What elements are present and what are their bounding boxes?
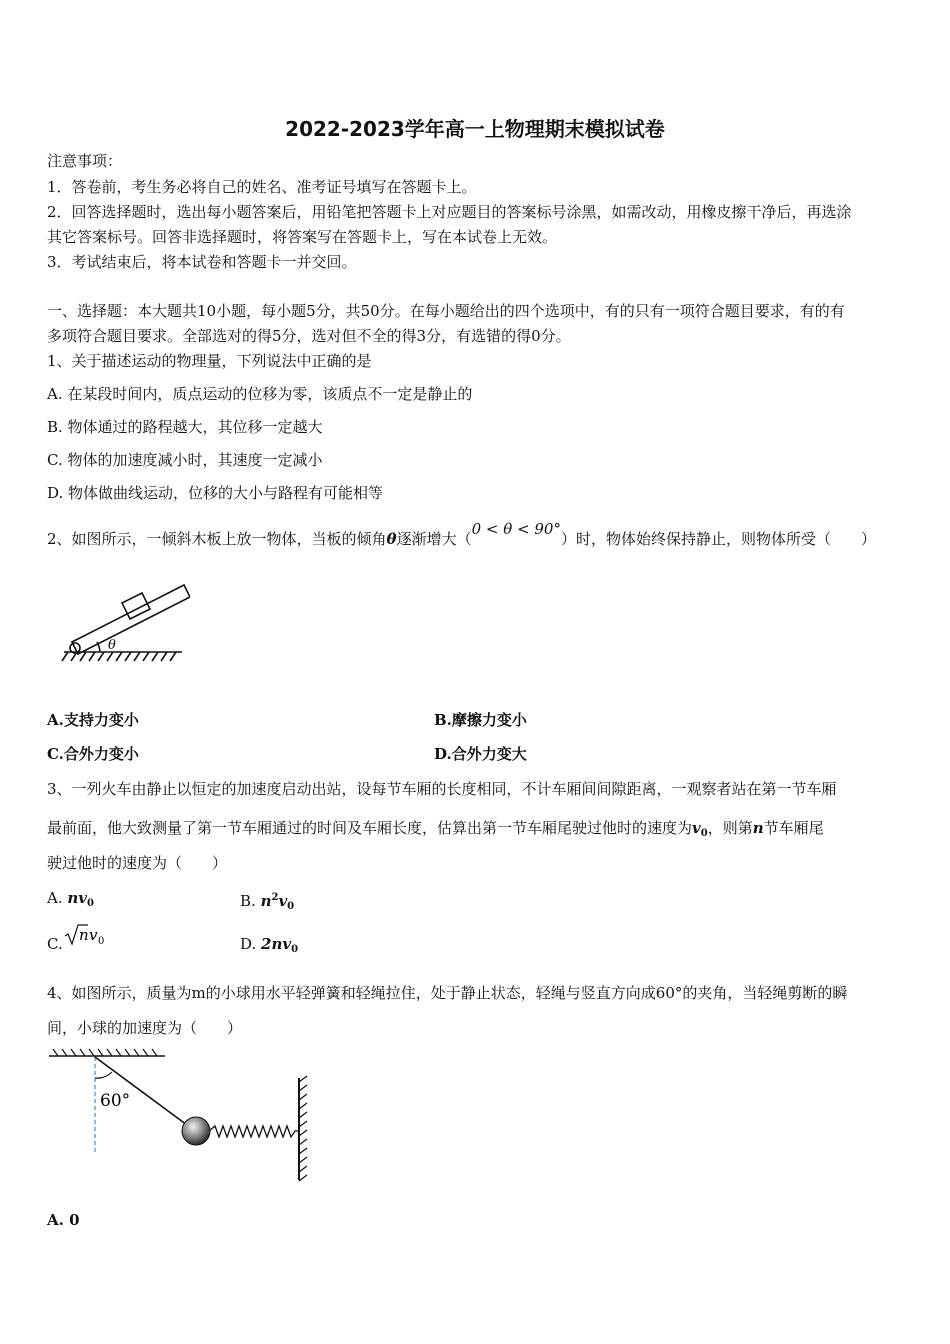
q2-stem-a: 2、如图所示，一倾斜木板上放一物体，当板的倾角 [47, 530, 387, 548]
angle-arc [95, 1072, 112, 1078]
section-instructions-1: 一、选择题：本大题共10小题，每小题5分，共50分。在每小题给出的四个选项中，有的只有一项符合题目要求，有的有 [47, 302, 845, 320]
ceiling-hatch [53, 1049, 157, 1056]
theta-label: θ [108, 638, 116, 653]
q2-option-b: B.摩擦力变小 [434, 711, 527, 729]
angle-label: 60° [100, 1091, 131, 1111]
q3-line1: 3、一列火车由静止以恒定的加速度启动出站，设每节车厢的长度相同，不计车厢间间隙距离，一观察者站在第一节车厢 [47, 780, 837, 798]
q1-option-c: C. 物体的加速度减小时，其速度一定减小 [47, 451, 323, 469]
q1-option-d: D. 物体做曲线运动，位移的大小与路程有可能相等 [47, 484, 384, 502]
q3-v0: v [692, 819, 701, 837]
q3-line2-c: 节车厢尾 [763, 819, 824, 837]
q3-line3: 驶过他时的速度为（ ） [47, 854, 228, 872]
spring-figure [45, 1048, 315, 1188]
q2-condition: 0 < θ < 90° [471, 520, 561, 538]
q2-option-a: A.支持力变小 [47, 711, 139, 729]
q4-line1: 4、如图所示，质量为m的小球用水平轻弹簧和轻绳拉住，处于静止状态，轻绳与竖直方向成60°的夹角，当轻绳剪断的瞬 [47, 984, 848, 1002]
svg-text:n: n [79, 926, 89, 944]
section-instructions-2: 多项符合题目要求。全部选对的得5分，选对但不全的得3分，有选错的得0分。 [47, 327, 571, 345]
q1-stem: 1、关于描述运动的物理量，下列说法中正确的是 [47, 352, 372, 370]
notice-item-2-cont: 其它答案标号。回答非选择题时，将答案写在答题卡上，写在本试卷上无效。 [47, 228, 558, 246]
q3-n: n [752, 819, 764, 837]
incline-board [72, 585, 190, 654]
svg-text:0: 0 [98, 936, 105, 947]
q3-option-d: D. $2nv_0$ [240, 935, 299, 955]
q2-stem-c: ）时，物体始终保持静止，则物体所受（ ） [560, 530, 876, 548]
notice-item-2: 2．回答选择题时，选出每小题答案后，用铅笔把答题卡上对应题目的答案标号涂黑，如需改动，用橡皮擦干净后，再选涂 [47, 203, 852, 221]
q4-option-a: A. 0 [47, 1211, 80, 1229]
q2-stem [47, 520, 876, 549]
q4-line2: 间，小球的加速度为（ ） [47, 1019, 243, 1037]
q1-option-a: A. 在某段时间内，质点运动的位移为零，该质点不一定是静止的 [47, 385, 473, 403]
q3-line2-b: ，则第 [707, 819, 753, 837]
q3-line2-a: 最前面，他大致测量了第一节车厢通过的时间及车厢长度，估算出第一节车厢尾驶过他时的速度为 [47, 819, 693, 837]
notice-item-3: 3．考试结束后，将本试卷和答题卡一并交回。 [47, 253, 357, 271]
q2-stem-b: 逐渐增大（ [396, 530, 472, 548]
q3-option-b: B. $n^2v_0$ [240, 892, 295, 912]
ball [182, 1117, 210, 1145]
sqrt-n-v0 [64, 922, 108, 948]
notice-item-1: 1．答卷前，考生务必将自己的姓名、准考证号填写在答题卡上。 [47, 178, 477, 196]
q2-option-d: D.合外力变大 [434, 745, 527, 763]
q2-theta: θ [386, 530, 397, 548]
incline-figure [60, 575, 190, 665]
q2-option-c: C.合外力变小 [47, 745, 139, 763]
q3-line2 [47, 818, 824, 844]
notice-heading: 注意事项： [47, 152, 123, 170]
page-title: 2022-2023学年高一上物理期末模拟试卷 [285, 117, 665, 141]
q3-option-a: A. $nv_0$ [47, 889, 94, 909]
wall-hatch [299, 1076, 307, 1181]
q1-option-b: B. 物体通过的路程越大，其位移一定越大 [47, 418, 323, 436]
q3-v0-sub: 0 [700, 828, 708, 839]
svg-text:v: v [89, 926, 98, 944]
q3-option-c: C. [47, 935, 63, 953]
spring [209, 1126, 299, 1137]
